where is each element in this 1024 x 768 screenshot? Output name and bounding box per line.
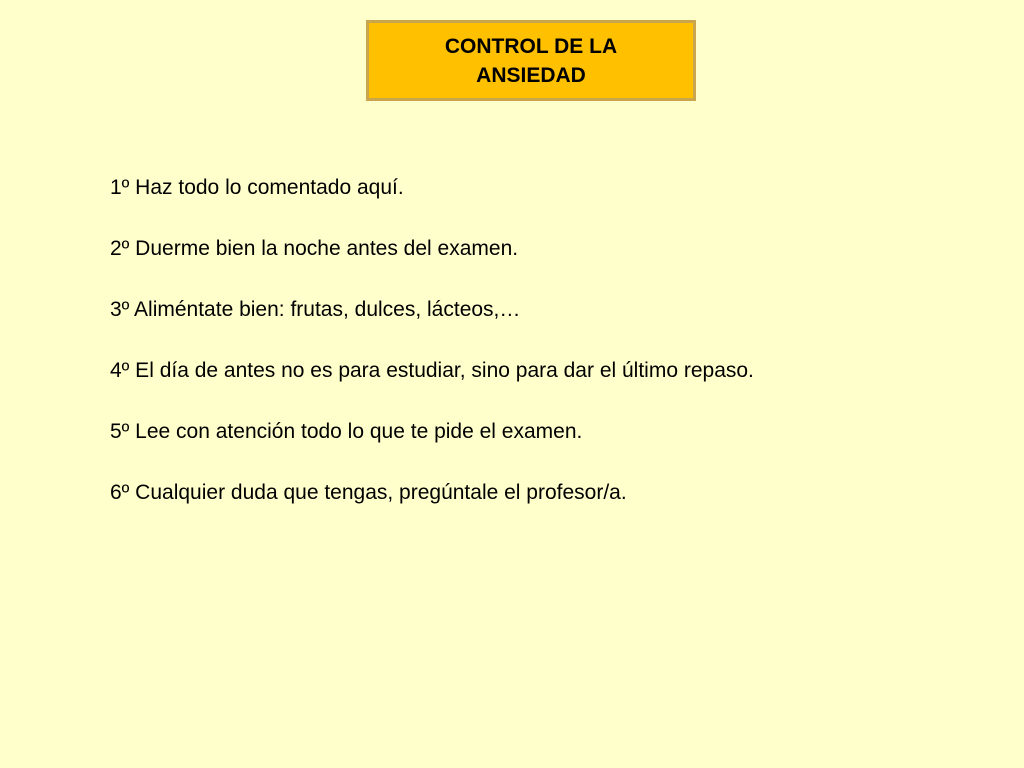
tip-item-4: 4º El día de antes no es para estudiar, sino para dar el último repaso.: [110, 359, 754, 382]
tip-item-2: 2º Duerme bien la noche antes del examen.: [110, 237, 519, 260]
tip-item-6: 6º Cualquier duda que tengas, pregúntale el profesor/a.: [110, 481, 627, 504]
tip-item-5: 5º Lee con atención todo lo que te pide el examen.: [110, 420, 583, 443]
tip-item-3: 3º Aliméntate bien: frutas, dulces, lácteos,…: [110, 298, 521, 321]
title-box: [366, 20, 696, 101]
tip-item-1: 1º Haz todo lo comentado aquí.: [110, 176, 404, 199]
slide-title: CONTROL DE LA ANSIEDAD: [444, 34, 618, 87]
tips-list: [110, 172, 990, 538]
